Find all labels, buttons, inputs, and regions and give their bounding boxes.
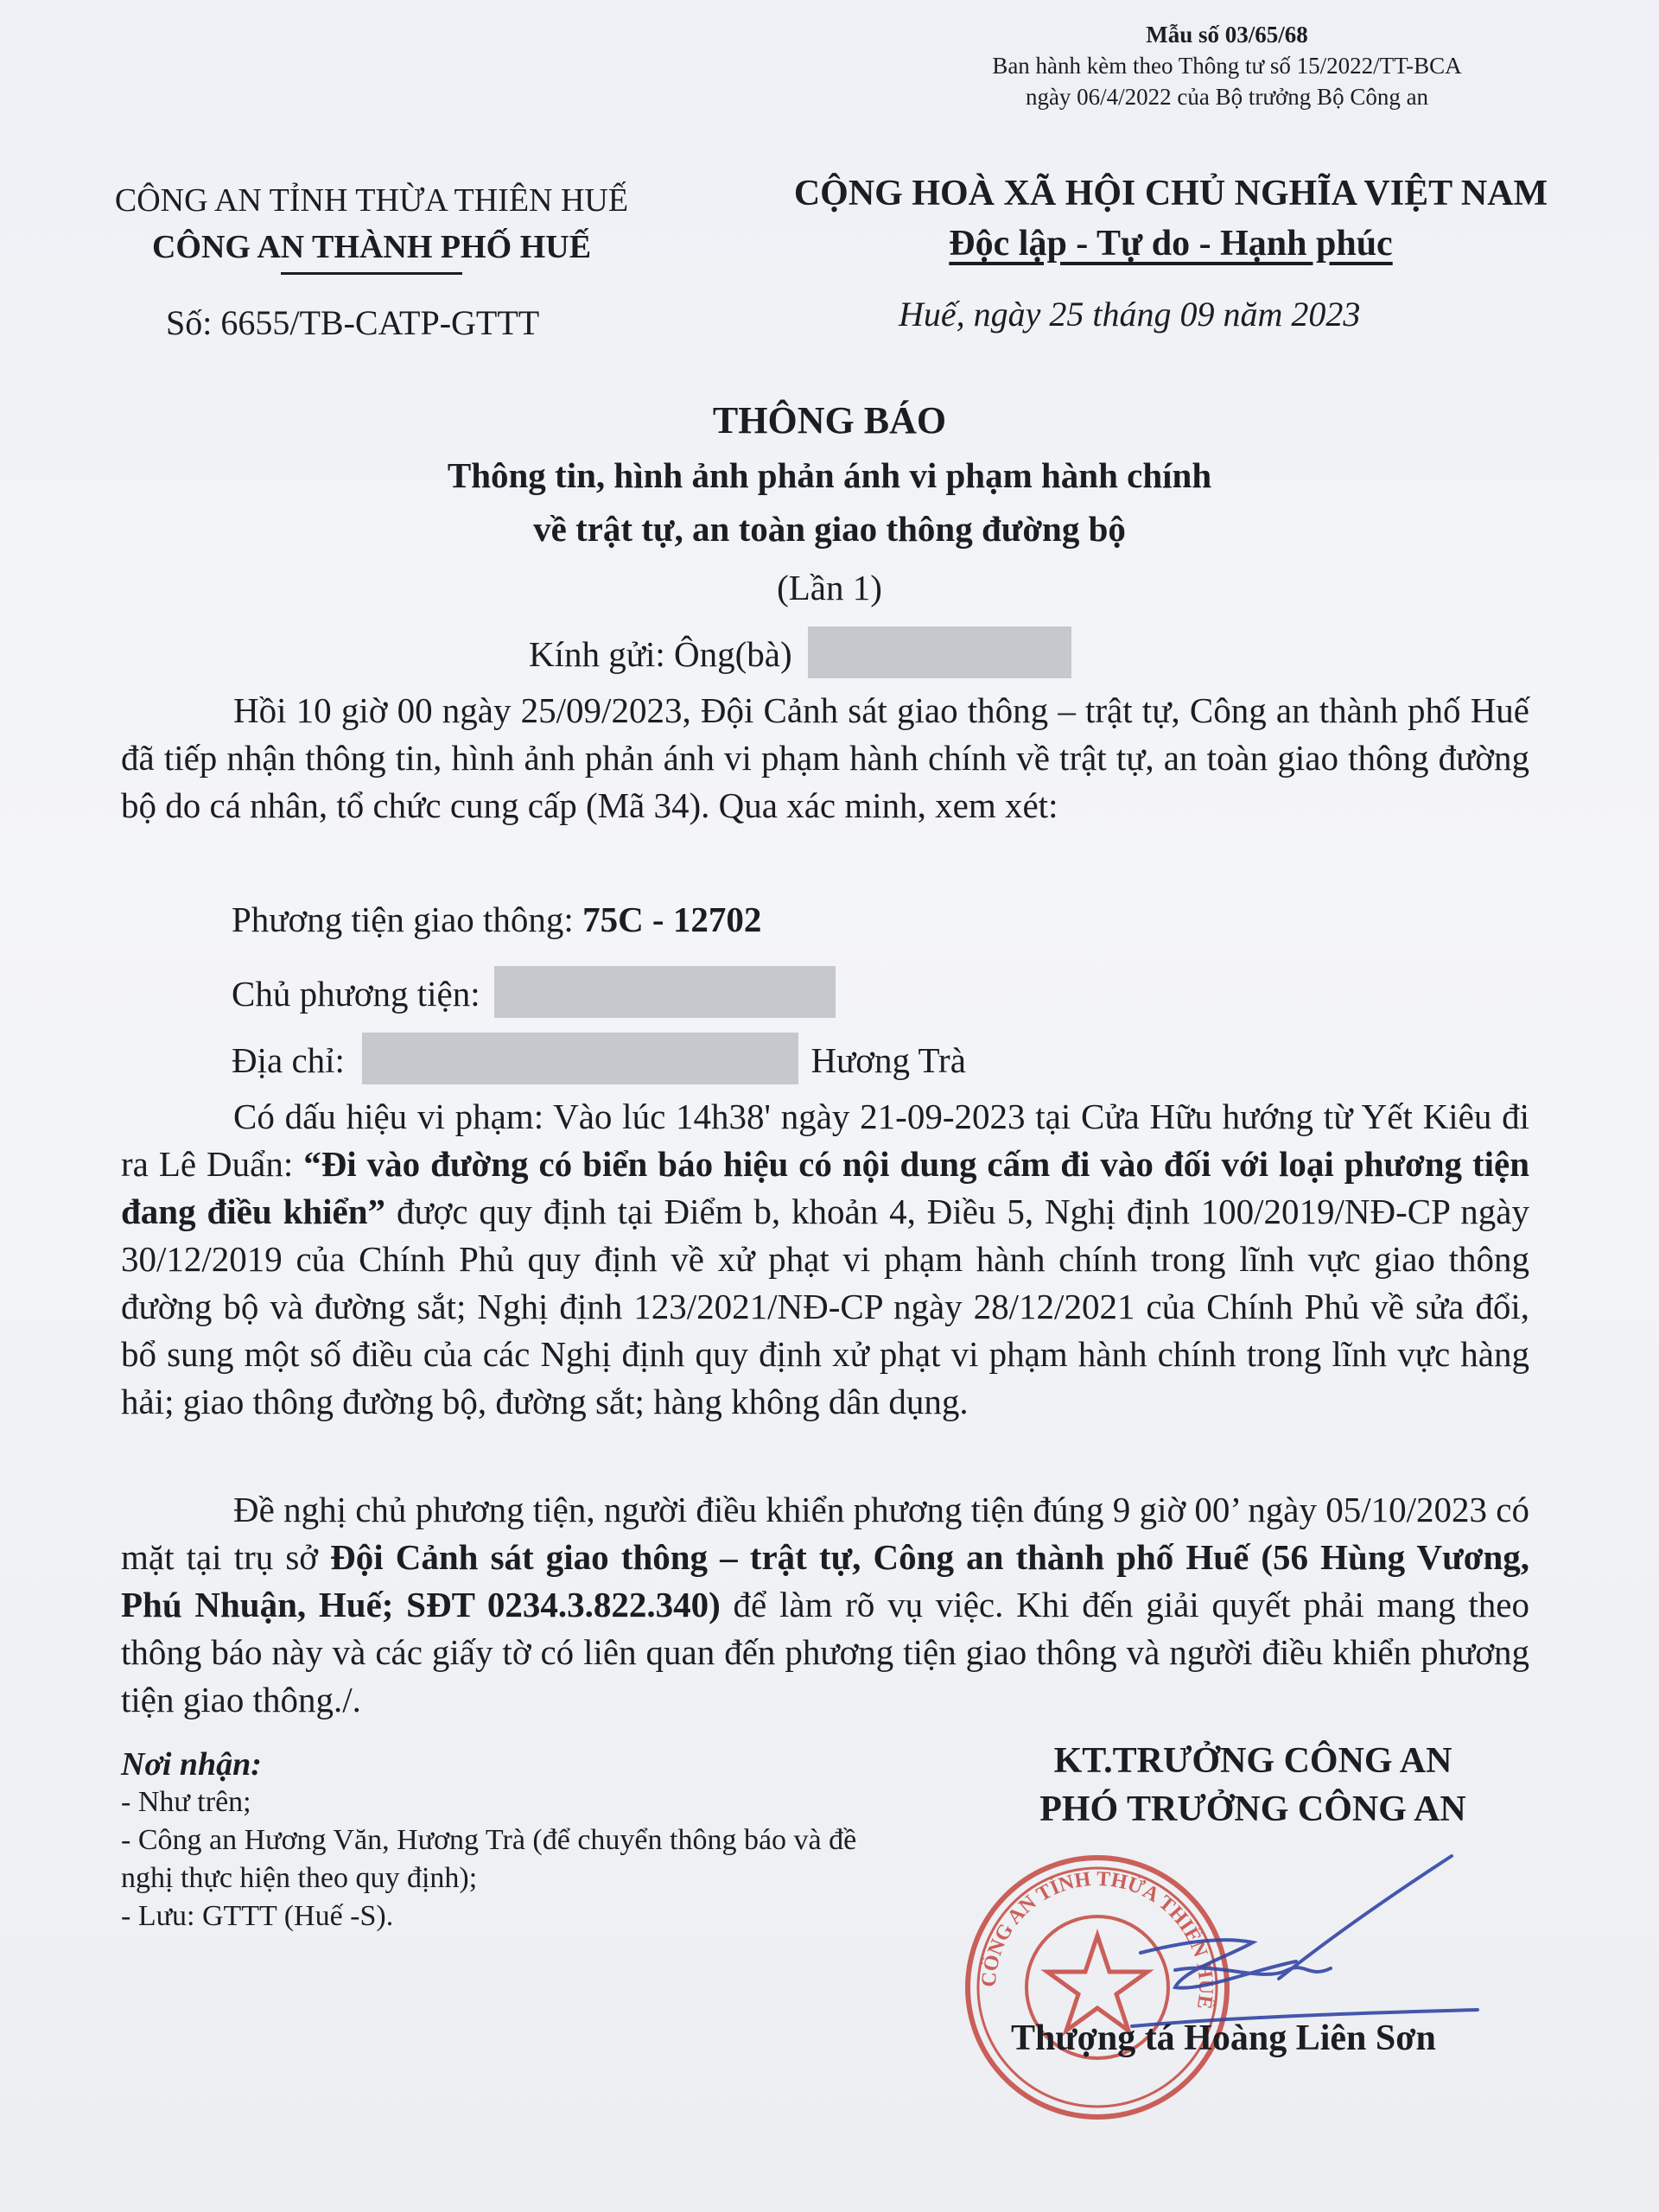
address-field xyxy=(232,1033,966,1084)
signer-line1: KT.TRƯỞNG CÔNG AN xyxy=(1053,1741,1452,1781)
issuer-city: CÔNG AN THÀNH PHỐ HUẾ xyxy=(151,229,592,265)
paragraph-request xyxy=(121,1486,1529,1724)
paragraph-receipt: Hồi 10 giờ 00 ngày 25/09/2023, Đội Cảnh sát giao thông – trật tự, Công an thành phố Huế đã tiếp nhận thông tin, hình ảnh phản ánh vi phạm hành chính về trật tự, an toàn giao thông đường bộ do cá nhân, tổ chức cung cấp (Mã 34). Qua xác minh, xem xét: xyxy=(121,690,1529,825)
request-part1: Đề nghị chủ phương tiện, người điều khiển phương tiện đúng 9 giờ 00’ ngày 05/10/2023 có mặt tại trụ sở xyxy=(121,1490,1529,1577)
recipients-block xyxy=(121,1745,864,1936)
issuer-province: CÔNG AN TỈNH THỪA THIÊN HUẾ xyxy=(114,182,629,219)
form-circular: Ban hành kèm theo Thông tư số 15/2022/TT-BCA xyxy=(992,53,1462,79)
form-date: ngày 06/4/2022 của Bộ trưởng Bộ Công an xyxy=(1025,84,1429,110)
request-part2: để làm rõ vụ việc. Khi đến giải quyết phải mang theo thông báo này và các giấy tờ có liên quan đến phương tiện giao thông và người điều khiển phương tiện giao thông./. xyxy=(121,1585,1529,1719)
violation-legal-basis: được quy định tại Điểm b, khoản 4, Điều 5, Nghị định 100/2019/NĐ-CP ngày 30/12/2019 của Chính Phủ quy định về xử phạt vi phạm hành chính trong lĩnh vực giao thông đường bộ và đường sắt; Nghị định 123/2021/NĐ-CP ngày 28/12/2021 của Chính Phủ về sửa đổi, bổ sung một số điều của các Nghị định quy định xử phạt vi phạm hành chính trong lĩnh vực hàng hải; giao thông đường bộ, đường sắt; hàng không dân dụng. xyxy=(121,1192,1530,1421)
header-rule xyxy=(281,272,462,275)
issuer-header xyxy=(52,177,691,275)
seal-ring-text: CÔNG AN TỈNH THỪA THIÊN HUẾ xyxy=(977,1867,1217,2011)
document-number: Số: 6655/TB-CATP-GTTT xyxy=(166,303,540,342)
paragraph-violation xyxy=(121,1093,1529,1426)
greeting xyxy=(529,626,1071,678)
handwritten-signature xyxy=(1123,1840,1486,2100)
form-reference xyxy=(950,19,1503,112)
signature-stroke xyxy=(1141,1940,1296,1988)
recipient-item: - Như trên; xyxy=(121,1786,251,1818)
title-sub2: về trật tự, an toàn giao thông đường bộ xyxy=(533,509,1126,549)
vehicle-plate: 75C - 12702 xyxy=(582,899,762,939)
address-tail: Hương Trà xyxy=(810,1040,966,1080)
nation-motto: Độc lập - Tự do - Hạnh phúc xyxy=(949,224,1393,264)
address-label: Địa chỉ: xyxy=(232,1040,345,1080)
recipient-item: - Công an Hương Văn, Hương Trà (để chuyển thông báo và đề nghị thực hiện theo quy định); xyxy=(121,1824,857,1894)
vehicle-field xyxy=(232,899,761,940)
redacted-name xyxy=(808,626,1071,678)
request-office: Đội Cảnh sát giao thông – trật tự, Công an thành phố Huế (56 Hùng Vương, Phú Nhuận, Huế; SĐT 0234.3.822.340) xyxy=(121,1537,1529,1624)
nation-name: CỘNG HOÀ XÃ HỘI CHỦ NGHĨA VIỆT NAM xyxy=(793,174,1548,213)
greeting-text: Kính gửi: Ông(bà) xyxy=(529,634,792,674)
title-sub1: Thông tin, hình ảnh phản ánh vi phạm hành chính xyxy=(447,455,1212,495)
title-main: THÔNG BÁO xyxy=(712,399,947,442)
owner-label: Chủ phương tiện: xyxy=(232,974,480,1014)
signature-stroke xyxy=(1279,1856,1452,1979)
recipient-item: - Lưu: GTTT (Huế -S). xyxy=(121,1900,394,1932)
violation-intro: Có dấu hiệu vi phạm: Vào lúc 14h38' ngày 21-09-2023 tại Cửa Hữu hướng từ Yết Kiêu đi ra Lê Duẩn: xyxy=(121,1096,1529,1184)
place-date: Huế, ngày 25 tháng 09 năm 2023 xyxy=(899,295,1361,334)
national-header xyxy=(734,168,1607,269)
violation-quote: “Đi vào đường có biển báo hiệu có nội dung cấm đi vào đối với loại phương tiện đang điều khiển” xyxy=(121,1144,1530,1231)
signer-line2: PHÓ TRƯỞNG CÔNG AN xyxy=(1039,1789,1466,1829)
title-sub3: (Lần 1) xyxy=(777,568,882,607)
form-number: Mẫu số 03/65/68 xyxy=(1146,22,1308,48)
redacted-address xyxy=(362,1033,798,1084)
vehicle-label: Phương tiện giao thông: xyxy=(232,899,574,939)
redacted-owner xyxy=(494,966,836,1018)
notice-title xyxy=(259,393,1400,614)
recipients-heading: Nơi nhận: xyxy=(121,1746,262,1783)
owner-field xyxy=(232,966,836,1018)
signer-title xyxy=(968,1737,1538,1834)
signer-name: Thượng tá Hoàng Liên Sơn xyxy=(1011,2018,1436,2058)
